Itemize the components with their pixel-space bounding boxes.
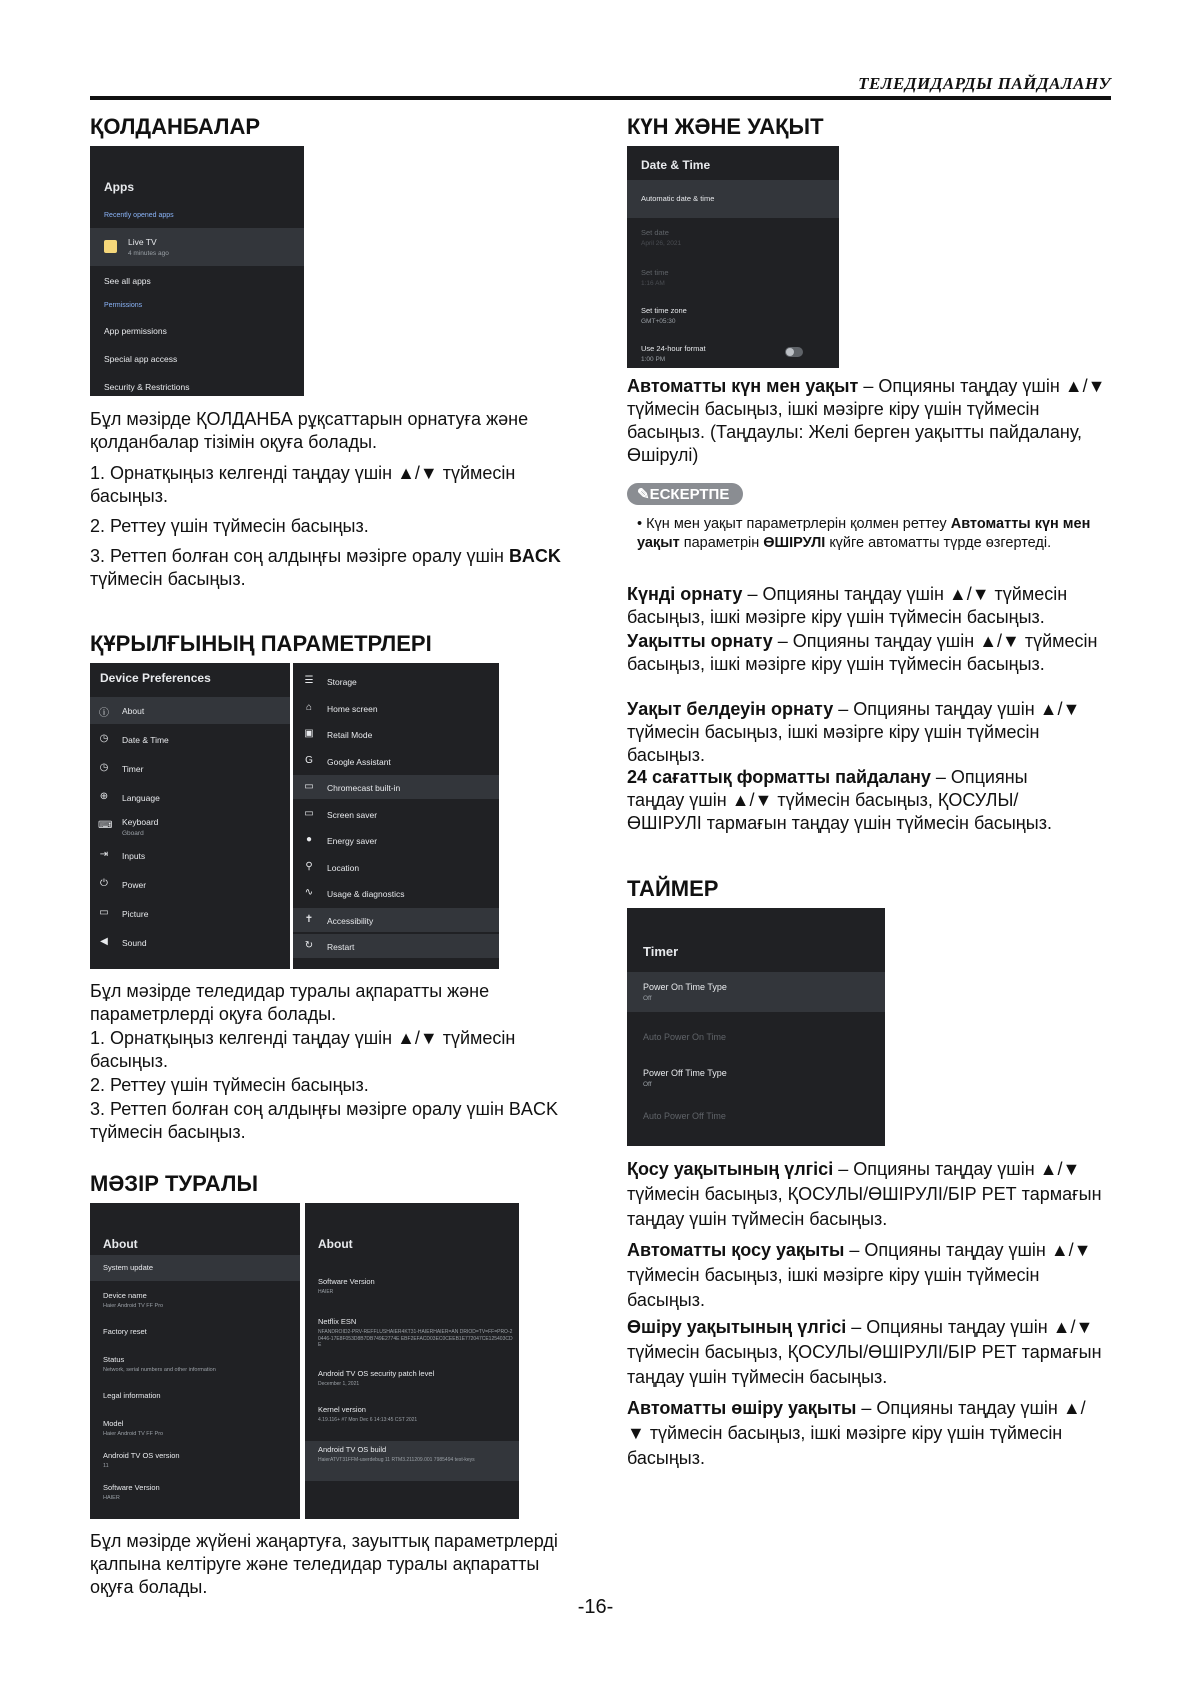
device-prefs-item-label: Sound	[122, 938, 147, 948]
apps-heading: ҚОЛДАНБАЛАР	[90, 114, 261, 139]
about-item	[90, 1383, 300, 1409]
datetime-set-time: Set time 1:16 AM	[641, 268, 669, 287]
about-item	[90, 1415, 300, 1441]
about-item-label: Factory reset	[103, 1327, 147, 1336]
datetime-heading: КҮН ЖӘНЕ УАҚЫТ	[627, 114, 824, 139]
datetime-screenshot	[627, 146, 839, 368]
device-prefs-item-icon: ⏻	[100, 878, 108, 889]
datetime-screen-title: Date & Time	[641, 158, 711, 172]
device-prefs-more-item-label: Accessibility	[327, 915, 374, 926]
about-detail-item	[305, 1273, 519, 1307]
about-detail-item	[305, 1441, 519, 1481]
live-tv-icon	[104, 240, 117, 253]
device-prefs-item-label: Language	[122, 793, 160, 803]
device-prefs-item-icon: ◷	[99, 762, 109, 773]
device-prefs-item-icon: ⊕	[99, 791, 109, 802]
device-prefs-more-item	[293, 828, 499, 852]
device-prefs-more-item-label: Home screen	[327, 703, 378, 714]
apps-app-permissions: App permissions	[104, 326, 167, 336]
device-prefs-more-item-icon: ∿	[304, 887, 314, 898]
device-prefs-item	[90, 813, 290, 840]
device-prefs-more-item	[293, 775, 499, 799]
device-prefs-more-item-label: Energy saver	[327, 836, 378, 846]
device-prefs-item-icon: ◀	[100, 936, 108, 947]
device-prefs-more-item-icon: ↻	[304, 940, 314, 951]
device-prefs-more-item-label: Usage & diagnostics	[327, 889, 405, 899]
device-prefs-item-icon: ⌨	[98, 820, 113, 831]
datetime-auto-text: Автоматты күн мен уақыт – Опцияны таңдау үшін ▲/▼ түймесін басыңыз, ішкі мәзірге кіру үшін түймесін басыңыз. (Таңдаулы: Желі берген уақытты пайдалану, Өшірулі)	[627, 376, 1106, 465]
timer-heading: ТАЙМЕР	[627, 876, 719, 901]
apps-paragraph-2: 1. Орнатқыңыз келгенді таңдау үшін ▲/▼ түймесін басыңыз.	[90, 463, 516, 506]
about-paragraph-1: Бұл мәзірде жүйені жаңартуға, зауыттық параметрлерді қалпына келтіруге және теледидар туралы ақпаратты оқуға болады.	[90, 1531, 558, 1597]
set-date-text: Күнді орнату – Опцияны таңдау үшін ▲/▼ түймесін басыңыз, ішкі мәзірге кіру үшін түймесін басыңыз.	[627, 584, 1068, 627]
device-prefs-more-item	[293, 749, 499, 773]
device-prefs-item	[90, 755, 290, 782]
about-detail-label: Android TV OS build HaierATVT31FFM-userdebug 11 RTM3.211209.001 7985494 test-keys	[318, 1445, 475, 1463]
datetime-24h-format: Use 24-hour format 1:00 PM	[641, 344, 706, 363]
device-prefs-more-item-label: Location	[327, 862, 360, 873]
device-prefs-item-label: Date & Time	[122, 735, 169, 745]
device-prefs-item	[90, 726, 290, 753]
device-prefs-more-item	[293, 881, 499, 905]
timer-on-type-text: Қосу уақытының үлгісі – Опцияны таңдау үшін ▲/▼ түймесін басыңыз, ҚОСУЛЫ/ӨШІРУЛІ/БІР РЕТ тармағын таңдау үшін түймесін басыңыз.	[627, 1159, 1102, 1229]
device-paragraph-3: 2. Реттеу үшін түймесін басыңыз.	[90, 1075, 369, 1095]
device-prefs-item	[90, 900, 290, 927]
timer-auto-off: Auto Power Off Time	[643, 1111, 726, 1121]
device-prefs-more-item-label: Screen saver	[327, 809, 378, 820]
set-timezone-text: Уақыт белдеуін орнату – Опцияны таңдау үшін ▲/▼ түймесін басыңыз, ішкі мәзірге кіру үшін түймесін басыңыз.	[627, 699, 1081, 765]
device-prefs-item	[90, 842, 290, 869]
device-prefs-item-icon: ⓘ	[99, 708, 109, 719]
device-prefs-more-item	[293, 908, 499, 932]
about-title-right: About	[318, 1237, 353, 1251]
timer-auto-on-text: Автоматты қосу уақыты – Опцияны таңдау үшін ▲/▼ түймесін басыңыз, ішкі мәзірге кіру үшін түймесін басыңыз.	[627, 1240, 1092, 1310]
device-prefs-screenshot-left	[90, 663, 290, 969]
about-item-label: Model Haier Android TV FF Pro	[103, 1419, 164, 1437]
device-prefs-item-icon: ◷	[99, 733, 109, 744]
apps-permissions-label: Permissions	[104, 302, 143, 309]
about-detail-item	[305, 1365, 519, 1399]
device-prefs-more-item	[293, 722, 499, 746]
apps-screenshot	[90, 146, 304, 396]
about-item-label: Device name Haier Android TV FF Pro	[103, 1291, 164, 1309]
timer-auto-off-text: Автоматты өшіру уақыты – Опцияны таңдау үшін ▲/▼ түймесін басыңыз, ішкі мәзірге кіру үшін түймесін басыңыз.	[627, 1398, 1086, 1468]
device-prefs-more-item	[293, 669, 499, 693]
about-item	[90, 1255, 300, 1281]
device-prefs-item-label: Inputs	[122, 851, 146, 861]
about-heading: МӘЗІР ТУРАЛЫ	[90, 1171, 258, 1196]
device-prefs-item-icon: ⇥	[99, 849, 109, 860]
device-prefs-more-item-icon: ▭	[304, 807, 314, 819]
device-paragraph-2: 1. Орнатқыңыз келгенді таңдау үшін ▲/▼ түймесін басыңыз.	[90, 1028, 516, 1071]
device-prefs-item	[90, 929, 290, 956]
device-prefs-item	[90, 784, 290, 811]
about-item	[90, 1319, 300, 1345]
device-heading: ҚҰРЫЛҒЫНЫҢ ПАРАМЕТРЛЕРІ	[90, 631, 432, 656]
apps-paragraph-1: Бұл мәзірде ҚОЛДАНБА рұқсаттарын орнатуға және қолданбалар тізімін оқуға болады.	[90, 409, 529, 452]
device-prefs-item-label: Keyboard Gboard	[122, 817, 159, 837]
apps-live-tv-row	[90, 228, 304, 266]
pencil-icon: ✎	[637, 486, 650, 503]
device-prefs-item-label: Timer	[122, 764, 144, 774]
device-prefs-more-item-label: Retail Mode	[327, 730, 373, 740]
about-item	[90, 1479, 300, 1505]
apps-special-access: Special app access	[104, 354, 178, 364]
device-paragraph-4: 3. Реттеп болған соң алдыңғы мәзірге оралу үшін BACK түймесін басыңыз.	[90, 1099, 558, 1142]
device-prefs-item	[90, 697, 290, 724]
device-prefs-more-item-label: Restart	[327, 942, 355, 952]
set-time-text: Уақытты орнату – Опцияны таңдау үшін ▲/▼ түймесін басыңыз, ішкі мәзірге кіру үшін түймесін басыңыз.	[627, 631, 1098, 674]
about-detail-item	[305, 1313, 519, 1347]
device-prefs-more-item-label: Google Assistant	[327, 756, 391, 767]
device-prefs-item-label: Picture	[122, 909, 149, 919]
device-prefs-more-item	[293, 802, 499, 826]
live-tv-label: Live TV 4 minutes ago	[128, 237, 169, 257]
about-detail-label: Software Version HAIER	[318, 1277, 375, 1295]
device-prefs-title: Device Preferences	[100, 671, 211, 685]
about-item	[90, 1351, 300, 1377]
device-prefs-more-item	[293, 696, 499, 720]
datetime-auto-row: Automatic date & time	[627, 180, 839, 218]
about-title-left: About	[103, 1237, 138, 1251]
about-detail-label: Android TV OS security patch level December 1, 2021	[318, 1369, 435, 1387]
about-detail-item	[305, 1401, 519, 1435]
about-item-label: Status Network, serial numbers and other information	[103, 1355, 216, 1373]
about-item-label: Android TV OS version 11	[103, 1451, 180, 1469]
apps-see-all: See all apps	[104, 276, 151, 286]
device-prefs-more-item-icon: ✝	[304, 913, 314, 925]
apps-security: Security & Restrictions	[104, 382, 190, 392]
device-prefs-more-item	[293, 855, 499, 879]
timer-screenshot	[627, 908, 885, 1146]
header-rule	[90, 96, 1111, 100]
note-badge: ✎ЕСКЕРТПЕ	[627, 483, 743, 505]
device-prefs-more-item-icon: ☰	[304, 675, 314, 686]
device-prefs-more-item-label: Chromecast built-in	[327, 783, 401, 793]
about-screenshot-right	[305, 1203, 519, 1519]
datetime-time-zone: Set time zone GMT+05:30	[641, 306, 687, 325]
timer-on-type-row: Power On Time Type Off	[627, 972, 885, 1012]
about-item-label: System update	[103, 1263, 154, 1272]
device-prefs-more-item-icon: ▣	[304, 728, 314, 739]
device-prefs-more-item	[293, 934, 499, 958]
device-prefs-item-label: About	[122, 706, 145, 716]
about-item	[90, 1287, 300, 1313]
header-title: ТЕЛЕДИДАРДЫ ПАЙДАЛАНУ	[858, 74, 1111, 93]
device-prefs-item-icon: ▭	[99, 907, 109, 918]
note-text: • Күн мен уақыт параметрлерін қолмен реттеу Автоматты күн мен уақыт параметрін ӨШІРУЛІ күйге автоматты түрде өзгертеді.	[637, 516, 1091, 551]
page-number: -16-	[577, 1596, 614, 1618]
about-item-label: Legal information	[103, 1391, 161, 1400]
device-prefs-more-item-icon: ▭	[304, 781, 314, 792]
device-paragraph-1: Бұл мәзірде теледидар туралы ақпаратты және параметрлерді оқуға болады.	[90, 981, 490, 1024]
apps-screen-title: Apps	[104, 180, 134, 194]
device-prefs-more-item-icon: ●	[305, 834, 313, 845]
timer-screen-title: Timer	[643, 944, 679, 959]
device-prefs-more-item-icon: ⚲	[305, 860, 313, 872]
apps-paragraph-3: 2. Реттеу үшін түймесін басыңыз.	[90, 516, 369, 536]
device-prefs-item	[90, 871, 290, 898]
datetime-set-date: Set date April 26, 2021	[641, 228, 682, 247]
device-prefs-more-item-icon: ⌂	[305, 701, 313, 713]
apps-paragraph-4: 3. Реттеп болған соң алдыңғы мәзірге оралу үшін BACK түймесін басыңыз.	[90, 546, 561, 589]
format-24h-text: 24 сағаттық форматты пайдалану – Опцияны таңдау үшін ▲/▼ түймесін басыңыз, ҚОСУЛЫ/ӨШІРУЛІ тармағын таңдау үшін түймесін басыңыз.	[627, 767, 1052, 833]
timer-off-type-text: Өшіру уақытының үлгісі – Опцияны таңдау үшін ▲/▼ түймесін басыңыз, ҚОСУЛЫ/ӨШІРУЛІ/БІР РЕТ тармағын таңдау үшін түймесін басыңыз.	[627, 1317, 1102, 1387]
device-prefs-screenshot-right	[293, 663, 499, 969]
toggle-switch	[785, 347, 803, 357]
about-detail-label: Netflix ESN NFANDROID2-PRV-REFFLUSHAIER4KT31-HAIERHAIER=AN DRIOD=TV=FF=PRO-20446-17E8F053D8B7DB749E2774E EBF2EFACD03EC0CEEB1E772047CE125403CDE	[318, 1317, 513, 1348]
about-screenshot-left	[90, 1203, 300, 1519]
device-prefs-more-item-label: Storage	[327, 677, 357, 687]
timer-auto-on: Auto Power On Time	[643, 1032, 727, 1042]
device-prefs-item-label: Power	[122, 880, 147, 890]
about-detail-label: Kernel version 4.19.116+ #7 Mon Dec 6 14:13:45 CST 2021	[318, 1405, 418, 1423]
apps-recent-label: Recently opened apps	[104, 212, 174, 219]
about-item	[90, 1447, 300, 1473]
about-item-label: Software Version HAIER	[103, 1483, 160, 1501]
timer-off-type: Power Off Time Type Off	[643, 1068, 727, 1088]
device-prefs-more-item-icon: G	[305, 754, 313, 766]
